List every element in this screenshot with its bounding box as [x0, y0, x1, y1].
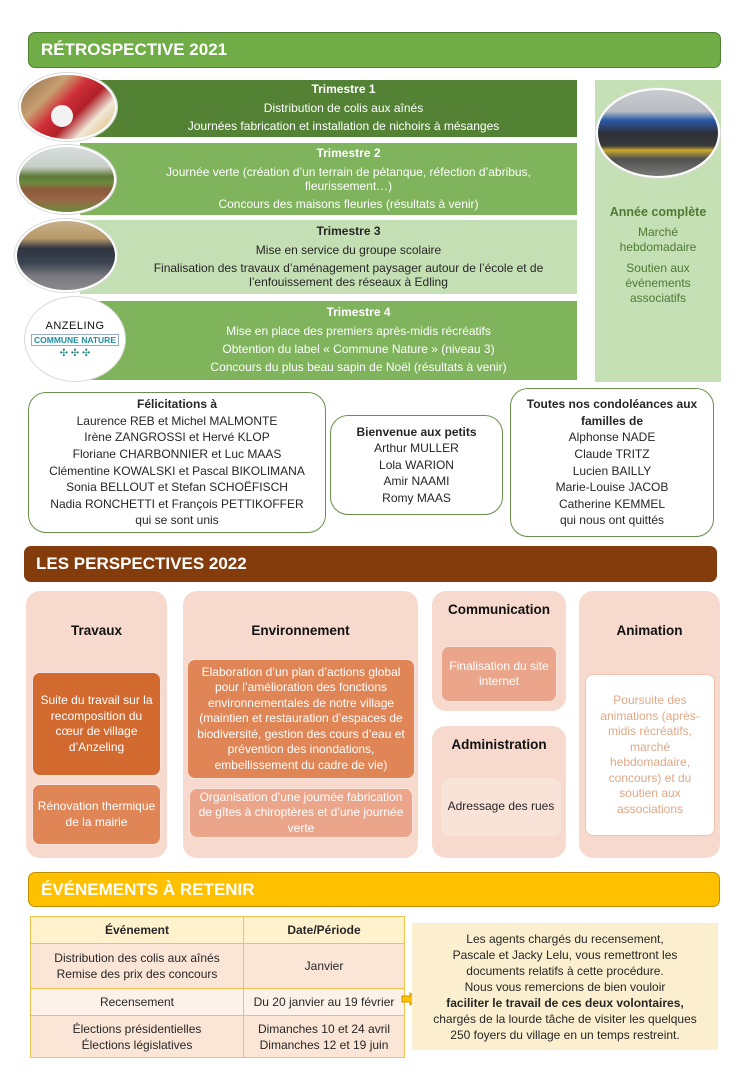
- animation-column: [579, 591, 720, 858]
- welcome-line: Arthur MULLER: [374, 441, 459, 456]
- note-line: Nous vous remercions de bien vouloir: [464, 979, 666, 994]
- quarter-3-title: Trimestre 3: [316, 223, 381, 238]
- communication-title: Communication: [447, 602, 550, 617]
- events-header: [28, 872, 720, 907]
- congrats-title: Félicitations à: [136, 397, 218, 412]
- date-cell: [244, 944, 405, 989]
- quarter-4-title: Trimestre 4: [326, 305, 391, 319]
- congrats-line: qui se sont unis: [135, 513, 219, 528]
- date-line: Janvier: [304, 959, 344, 973]
- logo-label: COMMUNE NATURE: [31, 334, 119, 346]
- event-cell: [31, 944, 244, 989]
- quarter-3-line: Finalisation des travaux d’aménagement paysager autour de l’école et de l’enfouissement des réseaux à Edling: [153, 260, 544, 289]
- congrats-box: [28, 392, 326, 533]
- condolences-line: Alphonse NADE: [568, 430, 656, 445]
- quarter-1-title: Trimestre 1: [311, 82, 376, 96]
- event-cell: [31, 1016, 244, 1058]
- quarter-2-band: [80, 143, 577, 215]
- date-line: Du 20 janvier au 19 février: [253, 995, 395, 1009]
- perspectives-title: LES PERSPECTIVES 2022: [36, 554, 247, 573]
- quarter-2-title: Trimestre 2: [316, 145, 381, 160]
- event-cell: [31, 989, 244, 1016]
- travaux-column: [26, 591, 167, 858]
- congrats-line: Irène ZANGROSSI et Hervé KLOP: [84, 430, 270, 445]
- market-group-photo: [596, 88, 720, 178]
- condolences-box: [510, 388, 714, 537]
- communication-item: Finalisation du site internet: [441, 646, 557, 702]
- welcome-line: Amir NAAMI: [383, 474, 450, 489]
- condolences-title: Toutes nos condoléances aux familles de: [526, 397, 698, 428]
- travaux-item: Suite du travail sur la recomposition du cœur de village d’Anzeling: [32, 672, 161, 776]
- quarter-4-line: Obtention du label « Commune Nature » (niveau 3): [222, 342, 495, 356]
- condolences-line: Claude TRITZ: [574, 446, 650, 461]
- date-line: Dimanches 10 et 24 avril: [257, 1021, 391, 1036]
- event-line: Élections présidentielles: [72, 1021, 202, 1036]
- event-line: Recensement: [99, 995, 175, 1009]
- congrats-line: Nadia RONCHETTI et François PETTIKOFFER: [50, 496, 304, 511]
- congrats-line: Floriane CHARBONNIER et Luc MAAS: [72, 446, 282, 461]
- quarter-3-band: [80, 220, 577, 294]
- note-bold-line: faciliter le travail de ces deux volontaires,: [446, 995, 684, 1010]
- environnement-item: Organisation d’une journée fabrication de gîtes à chiroptères et d’une journée verte: [189, 788, 413, 838]
- snowman-shape: [51, 105, 73, 127]
- full-year-line: Soutien aux événements associatifs: [625, 261, 691, 305]
- travaux-title: Travaux: [70, 623, 123, 638]
- table-row: [31, 989, 405, 1016]
- full-year-title: Année complète: [609, 205, 707, 219]
- date-cell: [244, 989, 405, 1016]
- administration-item: Adressage des rues: [441, 778, 561, 836]
- congrats-line: Clémentine KOWALSKI et Pascal BIKOLIMANA: [49, 463, 305, 478]
- commune-nature-logo: [25, 297, 125, 381]
- events-header-event: Événement: [31, 917, 244, 944]
- gift-parcels-photo: [19, 73, 117, 141]
- environnement-title: Environnement: [251, 623, 350, 638]
- welcome-line: Romy MAAS: [382, 490, 451, 505]
- school-group-photo: [15, 219, 117, 292]
- congrats-line: Laurence REB et Michel MALMONTE: [76, 413, 278, 428]
- table-row: [31, 944, 405, 989]
- administration-title: Administration: [451, 737, 547, 752]
- perspectives-header: [24, 546, 717, 582]
- quarter-4-band: [80, 301, 577, 380]
- quarter-3-line: Mise en service du groupe scolaire: [255, 242, 442, 257]
- condolences-line: qui nous ont quittés: [559, 513, 665, 528]
- events-header-date: Date/Période: [244, 917, 405, 944]
- quarter-1-band: [80, 80, 577, 137]
- note-line: chargés de la lourde tâche de visiter les quelques: [433, 1011, 697, 1026]
- event-line: Distribution des colis aux aînés: [54, 951, 220, 965]
- travaux-item: Rénovation thermique de la mairie: [32, 784, 161, 845]
- census-note: [412, 923, 718, 1050]
- events-table: [30, 916, 405, 1058]
- date-cell: [244, 1016, 405, 1058]
- logo-town-name: ANZELING: [45, 319, 105, 332]
- communication-column: [432, 591, 566, 711]
- environnement-item: Elaboration d’un plan d’actions global pour l’amélioration des fonctions environnementales de notre village (maintien et restauration d’espaces de biodiversité, gestion des cours d’eau et prévention des inondations, embellissement du cadre de vie): [187, 659, 415, 779]
- welcome-box: [330, 415, 503, 515]
- date-line: Dimanches 12 et 19 juin: [259, 1037, 389, 1052]
- welcome-title: Bienvenue aux petits: [356, 424, 477, 439]
- condolences-line: Catherine KEMMEL: [558, 496, 666, 511]
- animation-title: Animation: [616, 623, 683, 638]
- note-line: documents relatifs à cette procédure.: [466, 963, 664, 978]
- animation-item: Poursuite des animations (après-midis récréatifs, marché hebdomadaire, concours) et du soutien aux associations: [585, 674, 715, 836]
- note-line: Pascale et Jacky Lelu, vous remettront les: [452, 947, 678, 962]
- congrats-line: Sonia BELLOUT et Stefan SCHOËFISCH: [66, 480, 288, 495]
- quarter-1-line: Distribution de colis aux aînés: [263, 101, 424, 115]
- quarter-2-line: Concours des maisons fleuries (résultats à venir): [218, 196, 479, 211]
- quarter-4-line: Concours du plus beau sapin de Noël (résultats à venir): [210, 360, 507, 374]
- quarter-2-line: Journée verte (création d’un terrain de pétanque, réfection d’abribus, fleurissement…): [166, 164, 531, 193]
- events-title: ÉVÉNEMENTS À RETENIR: [41, 879, 255, 899]
- condolences-line: Marie-Louise JACOB: [555, 480, 669, 495]
- condolences-line: Lucien BAILLY: [572, 463, 652, 478]
- welcome-line: Lola WARION: [379, 457, 454, 472]
- note-line: 250 foyers du village en un temps restreint.: [450, 1027, 680, 1042]
- full-year-panel: [595, 80, 721, 382]
- event-line: Élections législatives: [81, 1037, 193, 1052]
- full-year-line: Marché hebdomadaire: [619, 225, 697, 254]
- retrospective-title: RÉTROSPECTIVE 2021: [41, 40, 228, 59]
- petanque-court-photo: [17, 145, 116, 214]
- retrospective-header: [28, 32, 721, 68]
- table-row: [31, 1016, 405, 1058]
- quarter-4-line: Mise en place des premiers après-midis récréatifs: [226, 324, 491, 338]
- quarter-1-line: Journées fabrication et installation de nichoirs à mésanges: [187, 119, 500, 133]
- event-line: Remise des prix des concours: [56, 967, 218, 981]
- dragonfly-icons: ✣ ✣ ✣: [59, 347, 91, 359]
- environnement-column: [183, 591, 418, 858]
- administration-column: [432, 726, 566, 858]
- note-line: Les agents chargés du recensement,: [466, 931, 664, 946]
